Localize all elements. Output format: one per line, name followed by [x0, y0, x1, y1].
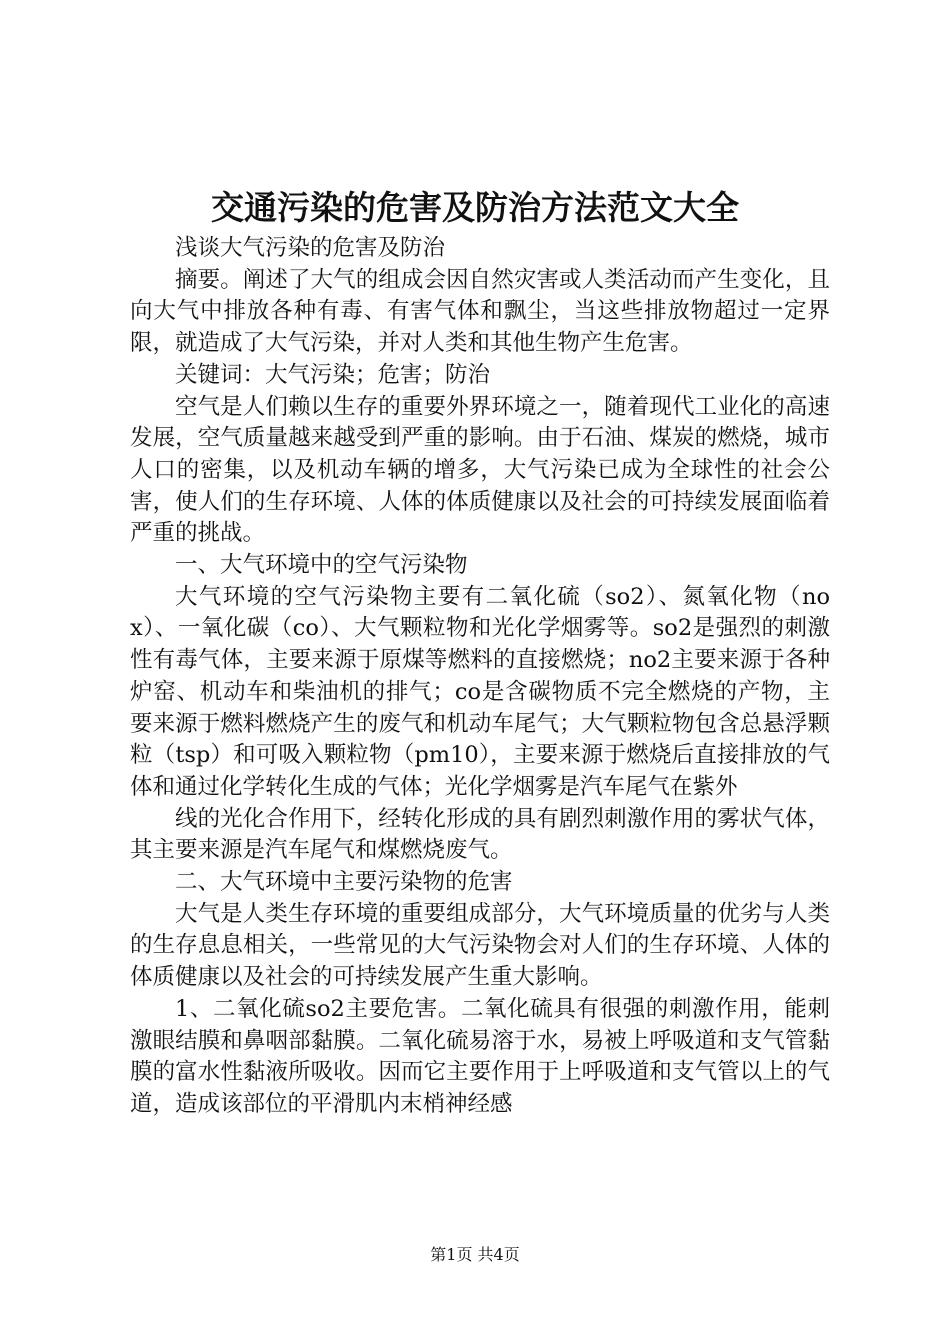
photochemical-paragraph: 线的光化合作用下，经转化形成的具有剧烈刺激作用的雾状气体，其主要来源是汽车尾气和煤燃烧废气。: [130, 805, 830, 864]
so2-hazard-paragraph: 1、二氧化硫so2主要危害。二氧化硫具有很强的刺激作用，能刺激眼结膜和鼻咽部黏膜。二氧化硫易溶于水，易被上呼吸道和支气管黏膜的富水性黏液所吸收。因而它主要作用于上呼吸道和支气管以上的气道，造成该部位的平滑肌内末梢神经感: [130, 995, 830, 1117]
intro-paragraph: 空气是人们赖以生存的重要外界环境之一，随着现代工业化的高速发展，空气质量越来越受到严重的影响。由于石油、煤炭的燃烧，城市人口的密集，以及机动车辆的增多，大气污染已成为全球性的社会公害，使人们的生存环境、人体的体质健康以及社会的可持续发展面临着严重的挑战。: [130, 393, 830, 547]
page-footer: 第1页 共4页: [430, 1245, 520, 1264]
section-heading-2: 二、大气环境中主要污染物的危害: [175, 869, 513, 896]
keywords-paragraph: 关键词：大气污染；危害；防治: [175, 361, 491, 388]
hazards-paragraph: 大气是人类生存环境的重要组成部分，大气环境质量的优劣与人类的生存息息相关，一些常见的大气污染物会对人们的生存环境、人体的体质健康以及社会的可持续发展产生重大影响。: [130, 900, 830, 991]
document-body: [130, 233, 830, 1121]
pollutants-paragraph: 大气环境的空气污染物主要有二氧化硫（so2）、氮氧化物（nox）、一氧化碳（co）、大气颗粒物和光化学烟雾等。so2是强烈的刺激性有毒气体，主要来源于原煤等燃料的直接燃烧；no2主要来源于各种炉窑、机动车和柴油机的排气；co是含碳物质不完全燃烧的产物，主要来源于燃料燃烧产生的废气和机动车尾气；大气颗粒物包含总悬浮颗粒（tsp）和可吸入颗粒物（pm10），主要来源于燃烧后直接排放的气体和通过化学转化生成的气体；光化学烟雾是汽车尾气在紫外: [130, 583, 830, 800]
document-title: 交通污染的危害及防治方法范文大全: [211, 188, 739, 227]
subtitle-paragraph: 浅谈大气污染的危害及防治: [175, 235, 446, 261]
abstract-paragraph: 摘要。阐述了大气的组成会因自然灾害或人类活动而产生变化，且向大气中排放各种有毒、有害气体和飘尘，当这些排放物超过一定界限，就造成了大气污染，并对人类和其他生物产生危害。: [130, 266, 830, 357]
section-heading-1: 一、大气环境中的空气污染物: [175, 552, 468, 579]
